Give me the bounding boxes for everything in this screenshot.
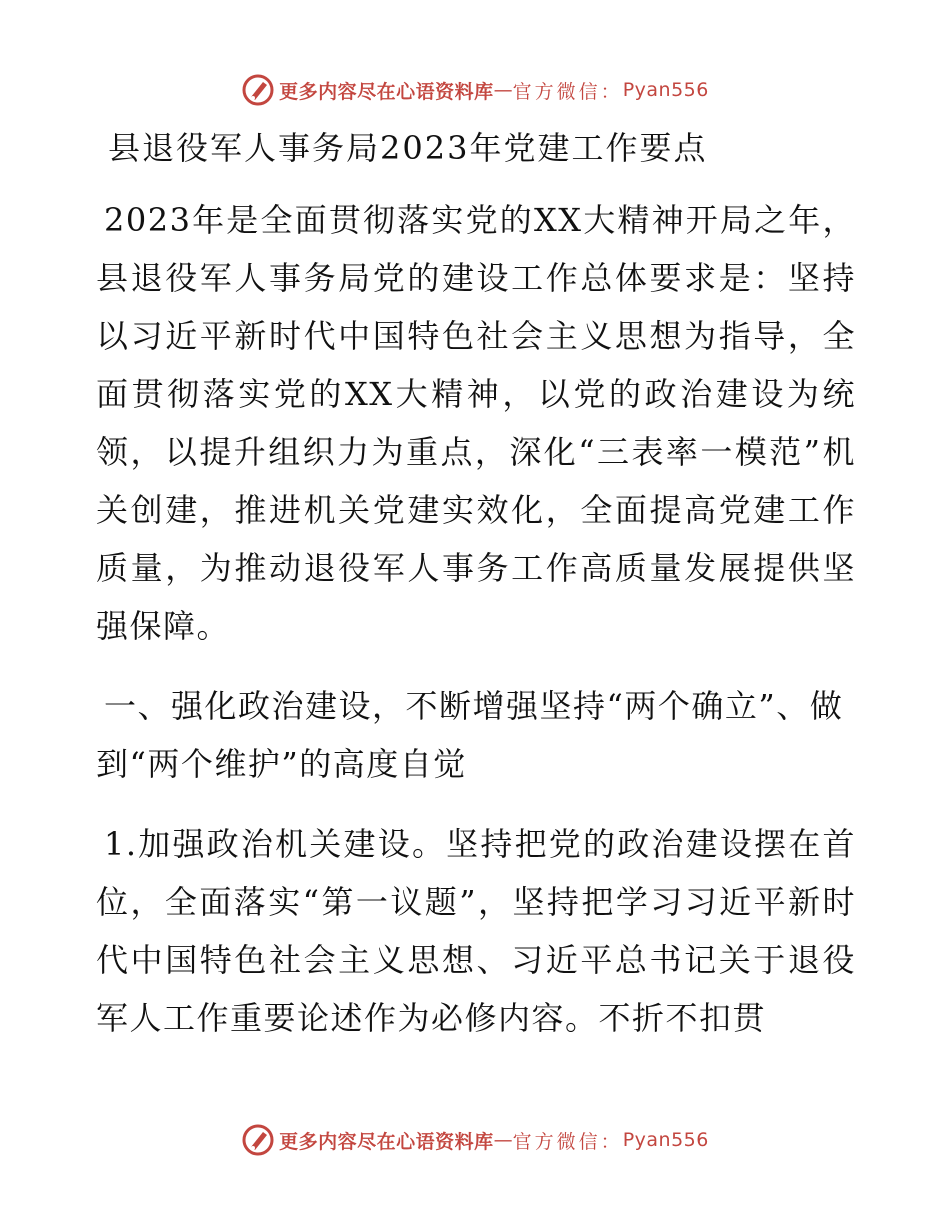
watermark-wechat-id: Pyan556 (622, 79, 709, 101)
watermark-main-text: 更多内容尽在心语资料库 (279, 1130, 494, 1153)
section-1-heading: 一、强化政治建设，不断增强坚持“两个确立”、做到“两个维护”的高度自觉 (96, 687, 844, 783)
watermark-separator: — (493, 1129, 513, 1151)
pen-logo-icon (241, 1123, 275, 1157)
footer-watermark (0, 1120, 950, 1160)
document-title: 县退役军人事务局2023年党建工作要点 (108, 129, 708, 167)
document-body (96, 125, 856, 1069)
watermark-wechat-id: Pyan556 (622, 1129, 709, 1151)
watermark-main-text: 更多内容尽在心语资料库 (279, 80, 494, 103)
intro-paragraph: 2023年是全面贯彻落实党的XX大精神开局之年，县退役军人事务局党的建设工作总体要求是：坚持以习近平新时代中国特色社会主义思想为指导，全面贯彻落实党的XX大精神，以党的政治建设为统领，以提升组织力为重点，深化“三表率一模范”机关创建，推进机关党建实效化，全面提高党建工作质量，为推动退役军人事务工作高质量发展提供坚强保障。 (96, 201, 856, 645)
watermark-sub-text: 官方微信： (512, 1130, 623, 1153)
header-watermark (0, 70, 950, 110)
watermark-sub-text: 官方微信： (512, 80, 623, 103)
watermark-separator: — (493, 79, 513, 101)
item-1-paragraph: 1.加强政治机关建设。坚持把党的政治建设摆在首位，全面落实“第一议题”，坚持把学习习近平新时代中国特色社会主义思想、习近平总书记关于退役军人工作重要论述作为必修内容。不折不扣贯 (96, 825, 856, 1037)
pen-logo-icon (241, 73, 275, 107)
